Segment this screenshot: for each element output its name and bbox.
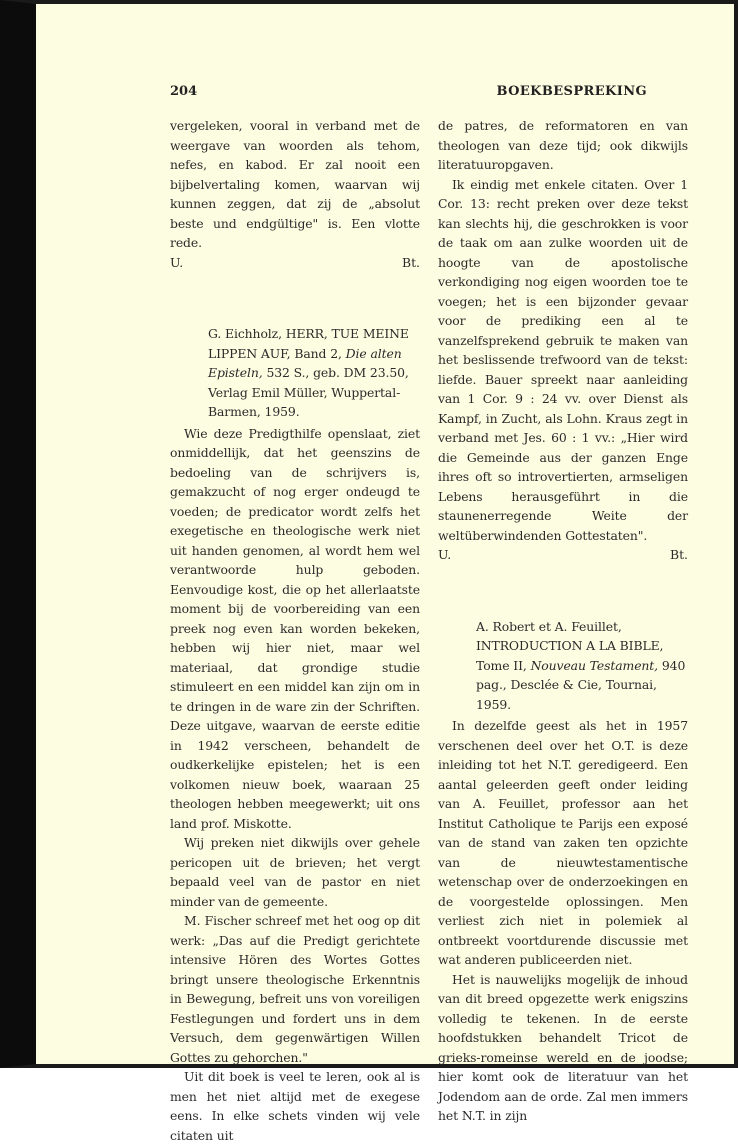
bibliographic-entry — [208, 324, 420, 422]
running-title: BOEKBESPREKING — [496, 84, 647, 99]
paragraph: Uit dit boek is veel te leren, ook al is men het niet altijd met de exegese eens. In elke schets vinden wij vele citaten uit — [170, 1069, 420, 1143]
signature-author: Bt. — [669, 547, 688, 562]
paragraph: Het is nauwelijks mogelijk de inhoud van dit breed opgezette werk enigszins volledig te tekenen. In de eerste hoofdstukken behandelt Tricot de grieks-romeinse wereld en de joodse; hier komt ook de literatuur van het Jodendom aan de orde. Zal men immers het N.T. in zijn — [438, 971, 688, 1123]
paragraph: vergeleken, vooral in verband met de weergave van woorden als tehom, nefes, en kabod. Er zal nooit een bijbelvertaling komen, waarvan wij kunnen zeggen, dat zij de „absolut beste und endgültige" is. Een vlotte rede. — [170, 118, 420, 250]
bibliographic-entry — [476, 617, 688, 715]
right-column — [438, 116, 688, 1126]
bib-title-italic: Die alten Episteln, — [208, 345, 402, 380]
paragraph: M. Fischer schreef met het oog op dit werk: „Das auf die Predigt gerichtete intensive Hören des Wortes Gottes bringt unsere theologische Erkenntnis in Bewegung, befreit uns von voreiligen Festlegungen und fordert uns in dem Versuch, dem gegenwärtigen Willen Gottes zu gehorchen." — [170, 913, 420, 1065]
signature-initial: U. — [438, 547, 452, 562]
bib-main: G. Eichholz, HERR, TUE MEINE LIPPEN AUF, Band 2, — [208, 326, 409, 361]
review-signature — [170, 253, 420, 273]
paragraph: Ik eindig met enkele citaten. Over 1 Cor. 13: recht preken over deze tekst kan slechts hij, die geschrokken is voor de taak om aan zulke woorden uit de hoogte van de apostolische verkondiging nog eigen woorden toe te voegen; het is een bijzonder gevaar voor de prediking een al te vanzelfsprekend gebruik te maken van het beslissende trefwoord van de tekst: liefde. Bauer spreekt naar aanleiding van 1 Cor. 9 : 24 vv. over Dienst als Kampf, in Zucht, als Lohn. Kraus zegt in verband met Jes. 60 : 1 vv.: „Hier wird die Gemeinde aus der ganzen Enge ihres oft so introvertierten, armseligen Lebens herausgeführt in die staunenerregende Weite der weltüberwindenden Gottestaten". — [438, 176, 688, 543]
review-signature — [438, 545, 688, 565]
paragraph: de patres, de reformatoren en van theologen van deze tijd; ook dikwijls literatuuropgaven. — [438, 118, 688, 172]
bib-details: 532 S., geb. DM 23.50, Verlag Emil Müller, Wuppertal-Barmen, 1959. — [208, 365, 409, 419]
bib-main: A. Robert et A. Feuillet, INTRODUCTION A LA BIBLE, Tome II, — [476, 618, 664, 673]
paragraph: In dezelfde geest als het in 1957 verschenen deel over het O.T. is deze inleiding tot het N.T. geredigeerd. Een aantal geleerden geeft onder leiding van A. Feuillet, professor aan het Institut Catholique te Parijs een exposé van de stand van zaken ten opzichte van de nieuwtestamentische wetenschap over de onderzoekingen en de voorgestelde oplossingen. Men verliest zich niet in polemiek al ontbreekt voortdurende discussie met wat anderen publiceerden niet. — [438, 718, 688, 967]
page-number: 204 — [170, 84, 198, 99]
paragraph: Wie deze Predigthilfe openslaat, ziet onmiddellijk, dat het geenszins de bedoeling van de schrijvers is, gemakzucht of nog erger ondeugd te voeden; de predicator wordt zelfs het exegetische en theologische werk niet uit handen genomen, al wordt hem wel verantwoorde hulp geboden. Eenvoudige kost, die op het allerlaatste moment bij de voorbereiding van een preek nog even kan worden bekeken, hebben wij hier niet, maar wel materiaal, dat grondige studie stimuleert en een middel kan zijn om in te dringen in de ware zin der Schriften. Deze uitgave, waarvan de eerste editie in 1942 verscheen, behandelt de oudkerkelijke epistelen; het is een volkomen nieuw boek, waaraan 25 theologen hebben meegewerkt; uit ons land prof. Miskotte. — [170, 425, 420, 831]
paragraph: Wij preken niet dikwijls over gehele pericopen uit de brieven; het vergt bepaald veel van de pastor en niet minder van de gemeente. — [170, 835, 420, 909]
bib-title-italic: Nouveau Testament, — [530, 657, 659, 673]
bib-details: 940 pag., Desclée & Cie, Tournai, 1959. — [476, 657, 686, 712]
signature-author: Bt. — [401, 254, 420, 270]
left-column — [170, 116, 420, 1145]
signature-initial: U. — [170, 254, 184, 270]
